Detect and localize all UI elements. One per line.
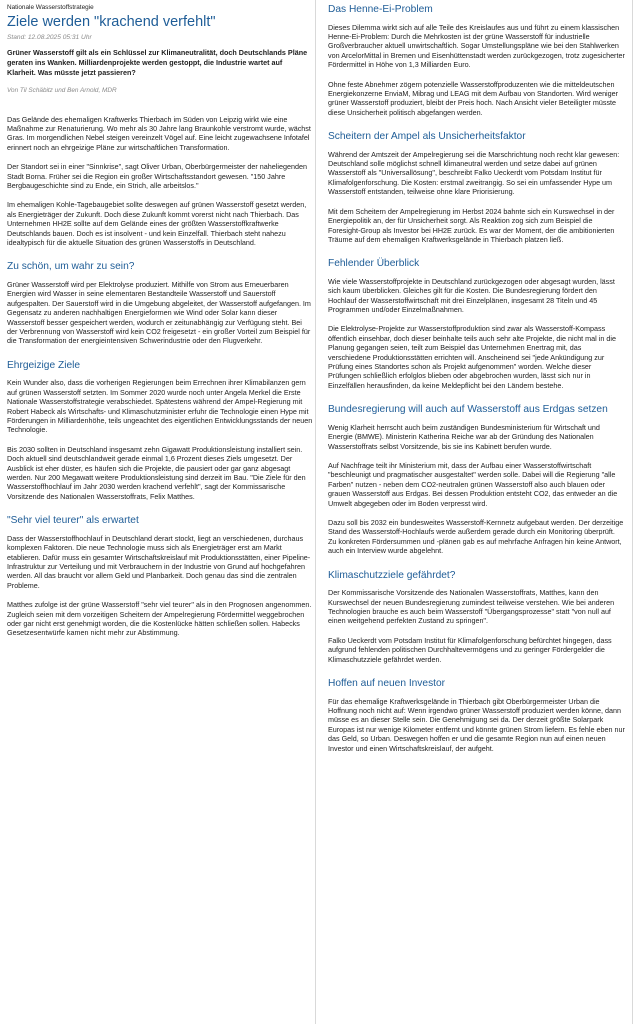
paragraph: Die Elektrolyse-Projekte zur Wasserstoffproduktion sind zwar als Wasserstoff-Kompass öffentlich einsehbar, doch dieser beinhalte teils auch sehr alte Projekte, die nicht mal in die Planung gegangen seien, teilt zum Beispiel das Unternehmen Enertrag mit, das verschiedene Produktionsstätten errichten will. Anscheinend sei "jede Ankündigung zur Prüfung eines Standortes schon als Projekt aufgenommen" worden. Welche dieser Prüfungen schließlich erfolglos blieben oder abgebrochen wurden, lässt sich nur in Einzelfällen herausfinden, da keine Meldepflicht bei den Ländern bestehe. <box>328 324 616 390</box>
section-heading: Fehlender Überblick <box>328 258 420 270</box>
article-authors: Von Til Schäbitz und Ben Arnold, MDR <box>7 87 117 95</box>
section-heading: Hoffen auf neuen Investor <box>328 678 446 689</box>
paragraph: Dieses Dilemma wirkt sich auf alle Teile des Kreislaufes aus und führt zu einem klassischen Henne-Ei-Problem: Durch die Mehrkosten ist der grüne Wasserstoff für industrielle Großverbraucher aktuell unwirtschaftlich. Sogar Umstellungspläne wie bei den Stahlwerken von ArcelorMittal in Bremen und Eisenhüttenstadt werden zurückgezogen, trotz zugesicherter Fördermittel in Höhe von 1,3 Milliarden Euro. <box>328 22 625 70</box>
paragraph: Kein Wunder also, dass die vorherigen Regierungen beim Errechnen ihrer Klimabilanzen gern auf grünen Wasserstoff setzten. Im Sommer 2020 wurde noch unter Angela Merkel die Erste Nationale Wasserstoffstrategie verabschiedet. Spätestens während der Ampel-Regierung mit Robert Habeck als Wirtschafts- und Klimaschutzminister erfuhr die Technologie einen Hype mit Förderungen in Milliardenhöhe, teils ungeachtet des eigentlichen Entwicklungsstands der neuen Technologie. <box>7 378 313 435</box>
paragraph: Dass der Wasserstoffhochlauf in Deutschland derart stockt, liegt an verschiedenen, durchaus komplexen Faktoren. Die neue Technologie muss sich als Energieträger erst am Markt etablieren. Dafür muss ein gesamter Wirtschaftskreislauf mit Produktionsstätten, einer Pipeline-Infrastruktur zur Verteilung und mit Verbrauchern in der Industrie von Grund auf hochgefahren werden. All das braucht vor allem Geld und Planbarkeit. Doch genau das sind die zentralen Probleme. <box>7 533 311 590</box>
section-heading: Bundesregierung will auch auf Wasserstoff aus Erdgas setzen <box>328 404 608 416</box>
section-heading: Ehrgeizige Ziele <box>7 359 81 371</box>
left-column <box>7 0 313 1027</box>
paragraph: Dazu soll bis 2032 ein bundesweites Wasserstoff-Kernnetz aufgebaut werden. Der derzeitige Stand des Wasserstoff-Hochlaufs werde außerdem gerade durch ein Monitoring überprüft. Zu konkreten Fördersummen und -plänen gab es auf mehrfache Anfragen hin keine Antwort, auch ein Interview wurde abgelehnt. <box>328 518 624 556</box>
paragraph: Ohne feste Abnehmer zögern potenzielle Wasserstoffproduzenten wie die mitteldeutschen Energiekonzerne EnviaM, Mibrag und LEAG mit dem Aufbau von Standorten. Wird weniger grüner Wasserstoff produziert, bleibt der Preis hoch. Nach Ansicht vieler Beteiligter müsste diese Unsicherheit politisch abgefangen werden. <box>328 79 619 117</box>
section-heading: Scheitern der Ampel als Unsicherheitsfaktor <box>328 131 526 143</box>
paragraph: Der Kommissarische Vorsitzende des Nationalen Wasserstoffrats, Matthes, kann den Kurswechsel der neuen Bundesregierung zumindest teilweise verstehen. Wie bei anderen Technologien brauche es auch beim Wasserstoff "Übergangsprozesse" statt "von null auf einen weitgehend perfekten Zustand zu springen". <box>328 588 615 626</box>
section-heading: Zu schön, um wahr zu sein? <box>7 261 135 273</box>
article-overline: Nationale Wasserstoffstrategie <box>7 4 94 11</box>
paragraph: Falko Ueckerdt vom Potsdam Institut für Klimafolgenforschung befürchtet hingegen, dass aufgrund fehlenden politischen Durchhaltevermögens und zu geringer Fördergelder die Klimaschutzziele gefährdet werden. <box>328 635 612 664</box>
paragraph: Das Gelände des ehemaligen Kraftwerks Thierbach im Süden von Leipzig wirkt wie eine Maßnahme zur Renaturierung. Wo mehr als 30 Jahre lang Braunkohle verstromt wurde, wächst Gras. Im morgendlichen Nebel steigen vereinzelt Vögel auf. Eine leicht zugewachsene Infotafel erinnert noch an ehrgeizige Pläne zur wirtschaftlichen Transformation. <box>7 114 311 152</box>
paragraph: Bis 2030 sollten in Deutschland insgesamt zehn Gigawatt Produktionsleistung installiert sein. Doch aktuell sind deutschlandweit gerade einmal 1,6 Prozent dieses Ziels umgesetzt. Der Ausblick ist eher düster, es häufen sich die Projekte, die pausiert oder gar ganz abgesagt werden. Nur 200 Megawatt weitere Produktionsleistung sind derzeit im Bau. "Die Ziele für den Wasserstoffhochlauf im Jahr 2030 werden krachend verfehlt", sagt der Kommissarische Vorsitzende des Nationalen Wasserstoffrats, Felix Matthes. <box>7 444 306 501</box>
paragraph: Für das ehemalige Kraftwerksgelände in Thierbach gibt Oberbürgermeister Urban die Hoffnung noch nicht auf: Wenn irgendwo grüner Wasserstoff produziert werden könne, dann müsse es an dieser Stelle sein. Die Genehmigung sei da. Der derzeit größte Solarpark Europas ist nur wenige Kilometer entfernt und könnte grünen Strom liefern. Es fehle eben nur das Geld, so Urban. Deswegen hoffen er und die gesamte Region nun auf einen neuen Investor und einen Wirtschaftskreislauf, der aufgeht. <box>328 696 625 753</box>
article-title: Ziele werden "krachend verfehlt" <box>7 14 216 30</box>
paragraph: Der Standort sei in einer "Sinnkrise", sagt Oliver Urban, Oberbürgermeister der naheliegenden Stadt Borna. Früher sei die Region ein großer Wirtschaftsstandort gewesen. "150 Jahre Bergbaugeschichte sind zu Ende, ein Strich, alle arbeitslos." <box>7 162 307 191</box>
section-heading: Das Henne-Ei-Problem <box>328 4 433 15</box>
right-column <box>315 0 633 1024</box>
paragraph: Wie viele Wasserstoffprojekte in Deutschland zurückgezogen oder abgesagt wurden, lässt sich kaum überblicken. Gleiches gilt für die Kosten. Die Bundesregierung fördert den Hochlauf der Wasserstoffwirtschaft mit drei Einzelplänen, insgesamt 28 Titeln und 45 Programmen und/oder Einzelmaßnahmen. <box>328 276 615 315</box>
article-teaser: Grüner Wasserstoff gilt als ein Schlüssel zur Klimaneutralität, doch Deutschlands Pläne geraten ins Wanken. Milliardenprojekte werden gestoppt, die Industrie wartet auf Klarheit. Was müsste jetzt passieren? <box>7 48 308 77</box>
paragraph: Wenig Klarheit herrscht auch beim zuständigen Bundesministerium für Wirtschaft und Energie (BMWE). Ministerin Katherina Reiche war ab der Gründung des Nationalen Wasserstoffrats selbst Vorsitzende, bis sie ins Kabinett berufen wurde. <box>328 422 600 451</box>
paragraph: Grüner Wasserstoff wird per Elektrolyse produziert. Mithilfe von Strom aus Erneuerbaren Energien wird Wasser in seine elementaren Bestandteile Wasserstoff und Sauerstoff aufgespalten. Der Sauerstoff wird in die Umgebung abgeleitet, der Wasserstoff aufgefangen. Im Gegensatz zu anderen nachhaltigen Energieformen wie Wind oder Solar kann dieser Wasserstoff besser gespeichert werden, wodurch er zeitunabhängig zur Verfügung steht. Bei der Verbrennung von Wasserstoff wird kein CO2 freigesetzt - ein großer Vorteil zum Beispiel für die Transformation der energieintensiven Schwerindustrie oder den Flugverkehr. <box>7 279 311 346</box>
paragraph: Mit dem Scheitern der Ampelregierung im Herbst 2024 bahnte sich ein Kurswechsel in der Energiepolitik an, der für Unsicherheit sorgt. Als Reaktion zog sich zum Beispiel die Foresight-Group als Investor bei HH2E zurück. Es war der Moment, der die ambitionierten Träume auf dem ehemaligen Kraftwerksgelände in Thierbach platzen ließ. <box>328 206 615 244</box>
paragraph: Auf Nachfrage teilt ihr Ministerium mit, dass der Aufbau einer Wasserstoffwirtschaft "beschleunigt und pragmatischer ausgestaltet" werden solle. Dabei will die Regierung "alle Farben" nutzen - neben dem CO2-neutralen grünen Wasserstoff also auch blauen oder grauen Wasserstoff aus Erdgas. Bei dessen Produktion entsteht CO2, das entweder an die Umwelt abgegeben oder im Boden verpresst wird. <box>328 461 618 508</box>
paragraph: Matthes zufolge ist der grüne Wasserstoff "sehr viel teurer" als in den Prognosen angenommen. Zugleich seien mit dem vorzeitigen Scheitern der Ampelregierung Fördermittel weggebrochen oder gar nicht erst genehmigt worden, die die Kostenlücke hätten schließen sollen. Habecks Gesetzesentwürfe kamen nicht mehr zur Abstimmung. <box>7 600 312 638</box>
paragraph: Während der Amtszeit der Ampelregierung sei die Marschrichtung noch recht klar gewesen: Deutschland solle möglichst schnell klimaneutral werden und setze dabei auf grünen Wasserstoff als "Universallösung", beschreibt Falko Ueckerdt vom Potsdam Institut für Klimafolgenforschung. Die Kosten: erstmal zweitrangig. So sei ein umfassender Hype um Wasserstoff entstanden, teilweise ohne klare Priorisierung. <box>328 149 620 197</box>
paragraph: Im ehemaligen Kohle-Tagebaugebiet sollte deswegen auf grünen Wasserstoff gesetzt werden, als Energieträger der Zukunft. Doch diese Zukunft kommt vorerst nicht nach Thierbach. Das Unternehmen HH2E sollte auf dem Gelände eines der größten Wasserstoffkraftwerke Deutschlands bauen. Doch es ist insolvent - und kein Einzelfall. Thierbach steht nahezu idealtypisch für die aktuelle Situation des grünen Wasserstoffs in Deutschland. <box>7 200 307 248</box>
section-heading: Klimaschutzziele gefährdet? <box>328 569 456 581</box>
article-timestamp: Stand: 12.08.2025 05:31 Uhr <box>7 34 92 41</box>
section-heading: "Sehr viel teurer" als erwartet <box>7 515 139 527</box>
